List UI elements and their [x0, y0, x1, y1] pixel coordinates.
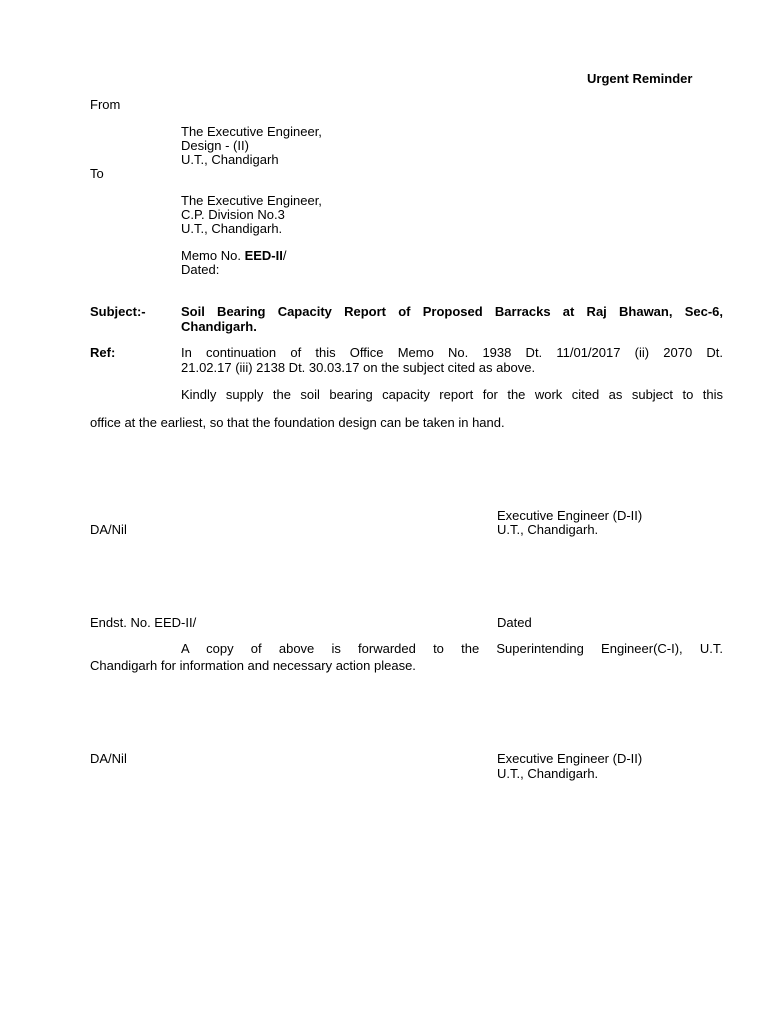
to-line-1: The Executive Engineer, [181, 193, 322, 208]
from-line-2: Design - (II) [181, 138, 249, 153]
signature-1-designation: Executive Engineer (D-II) [497, 508, 643, 523]
memo-prefix: Memo No. [181, 248, 245, 263]
memo-number [181, 248, 287, 263]
endorsement-line-2: Chandigarh for information and necessary action please. [90, 658, 416, 673]
to-line-3: U.T., Chandigarh. [181, 221, 283, 236]
signature-1-enclosure: DA/Nil [90, 522, 127, 537]
ref-line-1: In continuation of this Office Memo No. 1938 Dt. 11/01/2017 (ii) 2070 Dt. [181, 345, 723, 360]
to-label: To [90, 166, 104, 181]
ref-line-2: 21.02.17 (iii) 2138 Dt. 30.03.17 on the subject cited as above. [181, 360, 536, 375]
signature-2-office: U.T., Chandigarh. [497, 766, 599, 781]
ref-label: Ref: [90, 345, 116, 360]
subject-line-1: Soil Bearing Capacity Report of Proposed Barracks at Raj Bhawan, Sec-6, [181, 304, 723, 319]
signature-2-enclosure: DA/Nil [90, 751, 127, 766]
memo-suffix: / [282, 248, 287, 263]
body-line-2: office at the earliest, so that the foundation design can be taken in hand. [90, 415, 505, 430]
from-line-3: U.T., Chandigarh [181, 152, 279, 167]
from-line-1: The Executive Engineer, [181, 124, 322, 139]
endorsement-dated: Dated [497, 615, 532, 630]
to-line-2: C.P. Division No.3 [181, 207, 285, 222]
endorsement-number: Endst. No. EED-II/ [90, 615, 197, 630]
subject-label: Subject:- [90, 304, 146, 319]
body-line-1: Kindly supply the soil bearing capacity report for the work cited as subject to this [181, 387, 723, 402]
signature-1-office: U.T., Chandigarh. [497, 522, 599, 537]
subject-line-2: Chandigarh. [181, 319, 257, 334]
urgent-reminder-heading: Urgent Reminder [587, 71, 693, 86]
endorsement-line-1: A copy of above is forwarded to the Superintending Engineer(C-I), U.T. [181, 641, 723, 656]
signature-2-designation: Executive Engineer (D-II) [497, 751, 643, 766]
from-label: From [90, 97, 121, 112]
memo-number-bold: EED-II [244, 248, 283, 263]
memo-dated: Dated: [181, 262, 220, 277]
